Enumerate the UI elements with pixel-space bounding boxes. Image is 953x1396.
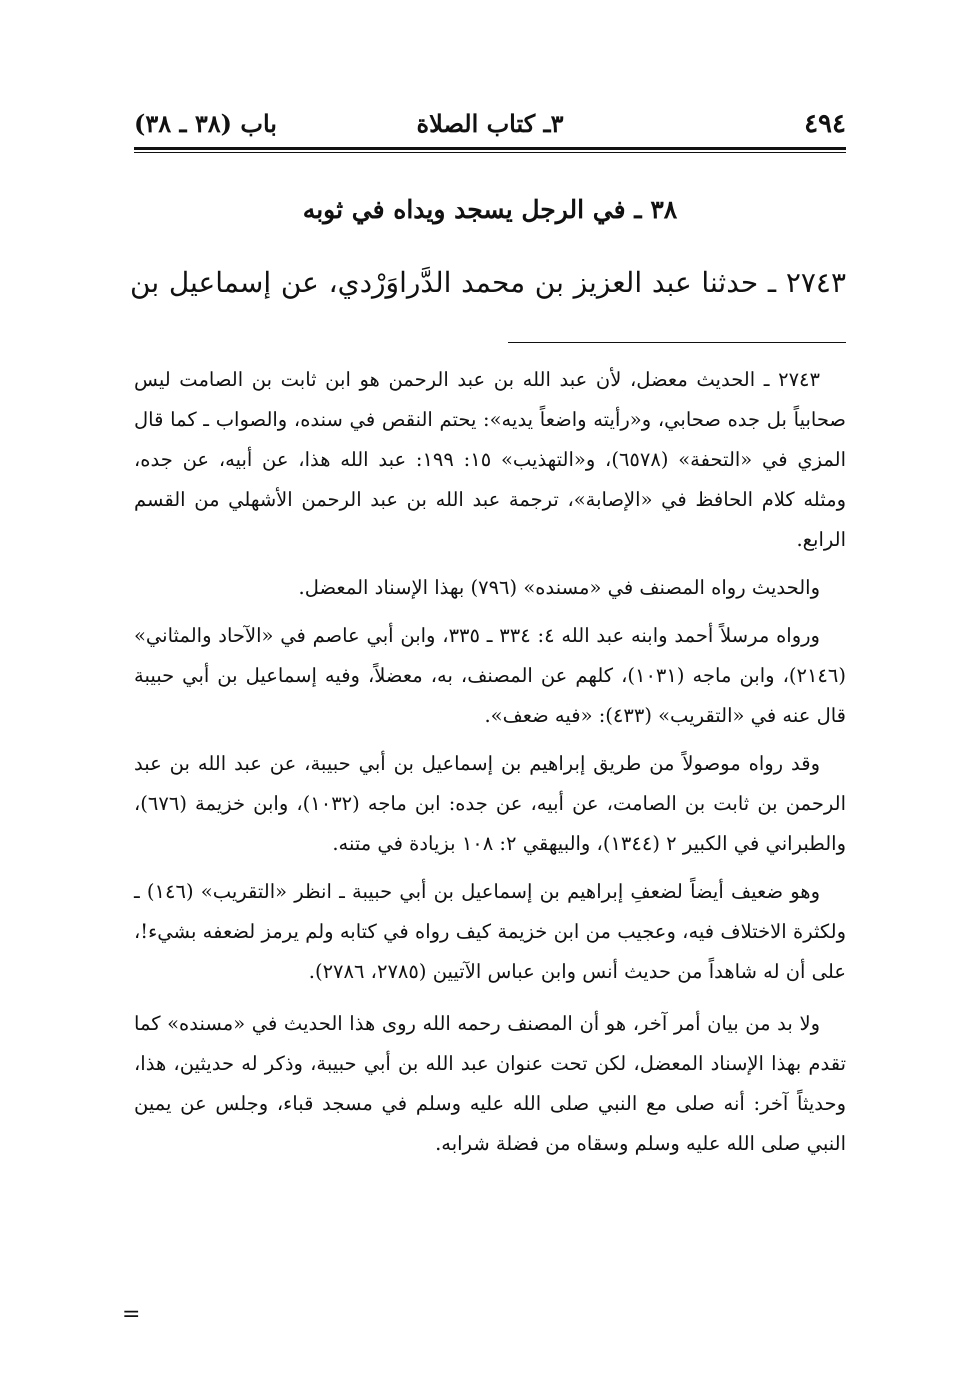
footnote-paragraph: ولا بد من بيان أمر آخر، هو أن المصنف رحمه الله روى هذا الحديث في «مسنده» كما تقدم بهذا الإسناد المعضل، لكن تحت عنوان عبد الله بن أبي حبيبة، وذكر له حديثين، هذا، وحديثاً آخر: أنه صلى مع النبي صلى الله عليه وسلم في مسجد قباء، وجلس عن يمين النبي صلى الله عليه وسلم وسقاه من فضلة شرابه. [134, 1012, 846, 1155]
footnote-paragraph: وقد رواه موصولاً من طريق إبراهيم بن إسماعيل بن أبي حبيبة، عن عبد الله بن عبد الرحمن بن ثابت بن الصامت، عن أبيه، عن جده: ابن ماجه (١٠٣٢)، وابن خزيمة (٦٧٦)، والطبراني في الكبير ٢ (١٣٤٤)، والبيهقي ٢: ١٠٨ بزيادة في متنه. [134, 752, 846, 855]
chapter-title: ٣٨ ـ في الرجل يسجد ويداه في ثوبه [302, 195, 678, 224]
footnote-separator [508, 342, 846, 343]
footnotes [134, 360, 846, 1172]
footnote-paragraph: وهو ضعيف أيضاً لضعفِ إبراهيم بن إسماعيل بن أبي حبيبة ـ انظر «التقريب» (١٤٦) ـ ولكثرة الاختلاف فيه، وعجيب من ابن خزيمة كيف رواه في كتابه ولم يرمز لضعفه بشيء!، على أن له شاهداً من حديث أنس وابن عباس الآتيين (٢٧٨٥، ٢٧٨٦). [134, 880, 846, 983]
page-number: ٤٩٤ [804, 109, 846, 139]
footnote-paragraph: ورواه مرسلاً أحمد وابنه عبد الله ٤: ٣٣٤ ـ ٣٣٥، وابن أبي عاصم في «الآحاد والمثاني» (٢١٤٦)، وابن ماجه (١٠٣١)، كلهم عن المصنف، به، معضلاً، وفيه إسماعيل بن أبي حبيبة قال عنه في «التقريب» (٤٣٣): «فيه ضعف». [134, 624, 846, 727]
header-rule-thin [134, 152, 846, 153]
chapter-range: باب (٣٨ ـ ٣٨) [134, 109, 277, 138]
running-header [134, 104, 846, 144]
footnote-paragraph: والحديث رواه المصنف في «مسنده» (٧٩٦) بهذا الإسناد المعضل. [298, 576, 820, 599]
hadith-text: ٢٧٤٣ ـ حدثنا عبد العزيز بن محمد الدَّراوَرْدي، عن إسماعيل بن [130, 266, 846, 299]
continuation-mark: = [122, 1302, 141, 1327]
footnote-paragraph: ٢٧٤٣ ـ الحديث معضل، لأن عبد الله بن عبد الرحمن هو ابن ثابت بن الصامت ليس صحابياً بل جده صحابي، و«رأيته واضعاً يديه»: يحتم النقص في سنده، والصواب ـ كما قال المزي في «التحفة» (٦٥٧٨)، و«التهذيب» ١٥: ١٩٩: عبد الله هذا، عن أبيه، عن جده، ومثله كلام الحافظ في «الإصابة»، ترجمة عبد الله بن عبد الرحمن الأشهلي من القسم الرابع. [134, 368, 846, 551]
header-rule-thick [134, 147, 846, 150]
book-title: ٣ـ كتاب الصلاة [416, 109, 564, 138]
